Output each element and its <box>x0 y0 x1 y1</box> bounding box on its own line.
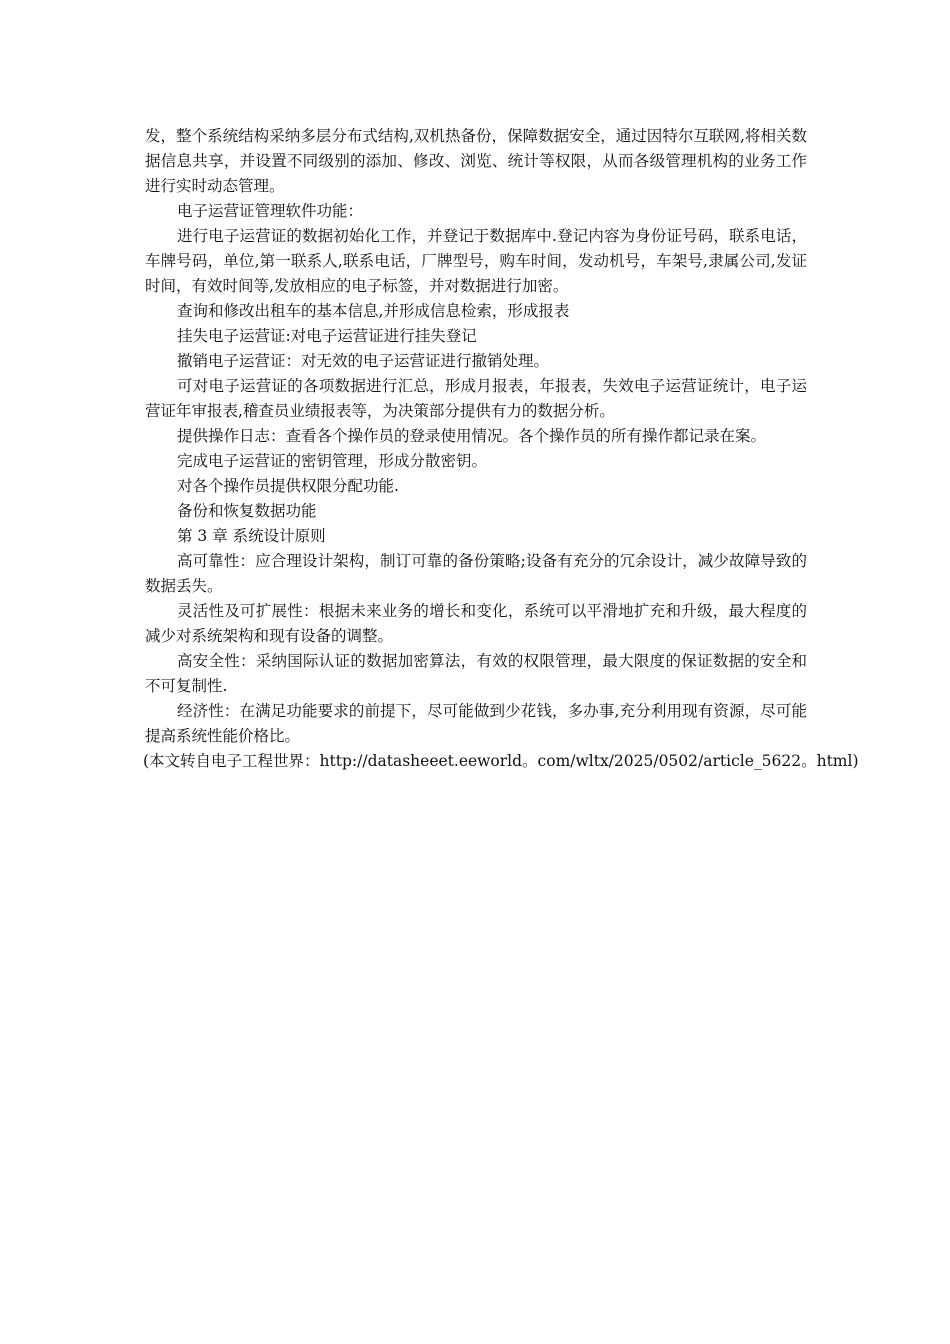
paragraph-report-loss: 挂失电子运营证:对电子运营证进行挂失登记 <box>177 327 477 345</box>
paragraph-revoke: 撤销电子运营证：对无效的电子运营证进行撤销处理。 <box>177 352 550 370</box>
paragraph-high-security: 高安全性：采纳国际认证的数据加密算法，有效的权限管理，最大限度的保证数据的安全和不可复制性. <box>145 652 807 695</box>
paragraph-permission-assignment: 对各个操作员提供权限分配功能. <box>177 477 399 495</box>
paragraph-economy: 经济性：在满足功能要求的前提下，尽可能做到少花钱，多办事,充分利用现有资源，尽可能提高系统性能价格比。 <box>145 702 807 745</box>
paragraph-backup-restore: 备份和恢复数据功能 <box>177 502 317 520</box>
paragraph-data-initialization: 进行电子运营证的数据初始化工作，并登记于数据库中.登记内容为身份证号码，联系电话，车牌号码，单位,第一联系人,联系电话，厂牌型号，购车时间，发动机号，车架号,隶属公司,发证时间，有效时间等,发放相应的电子标签，并对数据进行加密。 <box>145 227 807 295</box>
paragraph-key-management: 完成电子运营证的密钥管理，形成分散密钥。 <box>177 452 488 470</box>
chapter-3-heading: 第 3 章 系统设计原则 <box>177 527 326 545</box>
paragraph-high-reliability: 高可靠性：应合理设计架构，制订可靠的备份策略;设备有充分的冗余设计，减少故障导致的数据丢失。 <box>145 552 807 595</box>
paragraph-operation-log: 提供操作日志：查看各个操作员的登录使用情况。各个操作员的所有操作都记录在案。 <box>177 427 767 445</box>
paragraph-flexibility-scalability: 灵活性及可扩展性：根据未来业务的增长和变化，系统可以平滑地扩充和升级，最大程度的减少对系统架构和现有设备的调整。 <box>145 602 807 645</box>
paragraph-system-structure: 发，整个系统结构采纳多层分布式结构,双机热备份，保障数据安全，通过因特尔互联网,将相关数据信息共享，并设置不同级别的添加、修改、浏览、统计等权限，从而各级管理机构的业务工作进行实时动态管理。 <box>145 127 807 195</box>
source-attribution: (本文转自电子工程世界：http://datasheeet.eeworld。com/wltx/2025/0502/article_5622。html) <box>143 752 859 770</box>
paragraph-reports-summary: 可对电子运营证的各项数据进行汇总，形成月报表，年报表，失效电子运营证统计，电子运营证年审报表,稽查员业绩报表等，为决策部分提供有力的数据分析。 <box>145 377 807 420</box>
paragraph-software-functions-heading: 电子运营证管理软件功能： <box>177 202 364 220</box>
document-body <box>143 124 859 774</box>
paragraph-query-modify: 查询和修改出租车的基本信息,并形成信息检索，形成报表 <box>177 302 570 320</box>
